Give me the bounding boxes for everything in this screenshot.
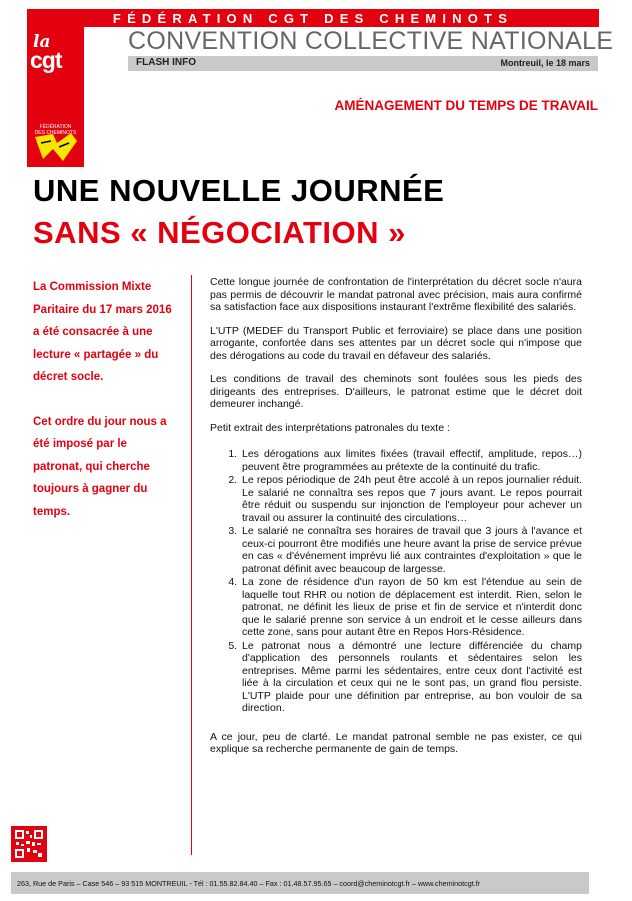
interpretations-list — [210, 448, 582, 715]
column-divider — [191, 275, 192, 855]
headline-line2: SANS « NÉGOCIATION » — [33, 215, 406, 250]
federation-banner — [27, 9, 599, 27]
list-item: 2. Le repos périodique de 24h peut être accolé à un repos journalier réduit. Le salarié ne connaîtra ses repos que 7 jours avant. Le repos pourrait être réduit ou suspendu sur injonction de l'employeur pour achever un travail ou assurer la continuité des circulations… — [240, 474, 582, 524]
federation-title: FÉDÉRATION CGT DES CHEMINOTS — [112, 10, 514, 26]
sidebar-summary — [33, 276, 176, 545]
sidebar-paragraph: La Commission Mixte Paritaire du 17 mars 2016 a été consacrée à une lecture « partagée » du décret socle. — [33, 281, 172, 383]
list-item: 4. La zone de résidence d'un rayon de 50 km est l'étendue au sein de laquelle tout RHR ou notion de déplacement est interdit. Rien, selon le patronat, ne définit les lieux de prise et fin de service et n'interdit donc que le salarié prenne son service à un endroit et le cesse ailleurs dans cette zone, sans pour autant être en Repos Hors-Résidence. — [240, 576, 582, 639]
logo-federation-text: FÉDÉRATION DES CHEMINOTS — [34, 124, 77, 136]
logo-la: la — [33, 32, 51, 52]
logo-yellow-mark-icon — [33, 131, 79, 163]
body-paragraph: Petit extrait des interprétations patronales du texte : — [210, 421, 450, 434]
logo-cgt: cgt — [30, 47, 62, 73]
flash-info-label: FLASH INFO — [136, 57, 196, 68]
body-paragraph: L'UTP (MEDEF du Transport Public et ferroviaire) se place dans une position arrogante, confortée dans ses attentes par un décret socle qui n'impose que des dérogations au code du travail en défaveur des salariés. — [210, 324, 582, 362]
list-item: 3. Le salarié ne connaîtra ses horaires de travail que 3 jours à l'avance et ceux-ci pourront être modifiés une heure avant la prise de service prévue en cas « d'événement imprévu lié aux contraintes d'exploitation » que le patronat définit avec beaucoup de largesse. — [240, 525, 582, 575]
cgt-logo — [27, 27, 84, 167]
closing-paragraph: A ce jour, peu de clarté. Le mandat patronal semble ne pas exister, ce qui explique sa recherche permanente de gain de temps. — [210, 730, 582, 755]
info-bar — [128, 56, 598, 71]
sidebar-paragraph: Cet ordre du jour nous a été imposé par le patronat, qui cherche toujours à gagner du temps. — [33, 415, 167, 518]
footer-contact — [11, 872, 589, 894]
list-item: 1. Les dérogations aux limites fixées (travail effectif, amplitude, repos…) peuvent être programmées au prétexte de la continuité du trafic. — [240, 448, 582, 473]
document-subtitle: CONVENTION COLLECTIVE NATIONALE — [128, 27, 614, 55]
list-item: 5. Le patronat nous a démontré une lecture différenciée du champ d'application des personnels roulants et sédentaires selon les entreprises. Même parmi les sédentaires, entre ceux dont l'activité est liée à la circulation et ceux qui ne le sont pas, un grand flou persiste. L'UTP plaide pour une définition par entreprise, au bon vouloir de sa direction. — [240, 640, 582, 715]
topic-heading: AMÉNAGEMENT DU TEMPS DE TRAVAIL — [334, 98, 598, 113]
footer-address: 263, Rue de Paris – Case 546 – 93 515 MONTREUIL - Tél : 01.55.82.84.40 – Fax : 01.48.57.95.65 – coord@cheminotcgt.fr – www.cheminotcgt.fr — [17, 878, 481, 888]
article-body — [210, 276, 582, 767]
body-paragraph: Cette longue journée de confrontation de l'interprétation du décret socle n'aura pas permis de découvrir le mandat patronal avec précision, mais aura confirmé sa satisfaction face aux dispositions instaurant l'extrême flexibilité des salariés. — [210, 276, 582, 313]
headline-line1: UNE NOUVELLE JOURNÉE — [33, 173, 445, 208]
qr-code-icon — [11, 826, 47, 862]
body-paragraph: Les conditions de travail des cheminots sont foulées sous les pieds des dirigeants des entreprises. D'ailleurs, le patronat estime que le décret doit demeurer inchangé. — [210, 373, 582, 410]
date-location: Montreuil, le 18 mars — [500, 58, 590, 68]
